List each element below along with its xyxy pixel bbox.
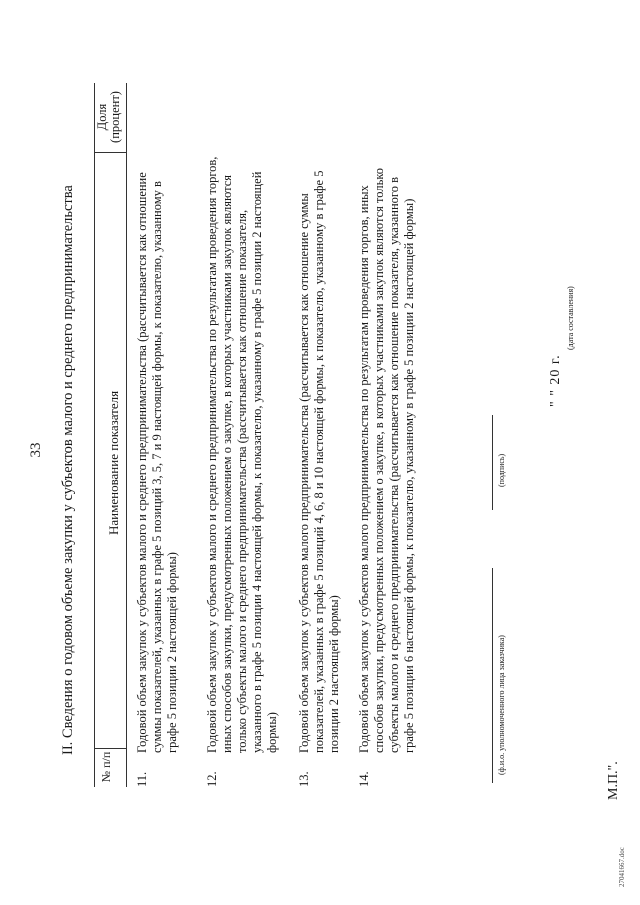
- fio-caption: (ф.и.о. уполномоченного лица заказчика): [497, 635, 506, 775]
- header-number: № п/п: [99, 751, 113, 783]
- section-title: II. Сведения о годовом объеме закупки у субъектов малого и среднего предпринимательства: [60, 185, 76, 755]
- row-text: Годовой объем закупок у субъектов малого и среднего предпринимательства (рассчитывается как отношение суммы показателей, указанных в графе 5 позиций 3, 5, 7 и 9 настоящей формы, к показателю, указанному в графе 5 позиции 2 настоящей формы): [135, 172, 179, 753]
- row-number: 12.: [205, 771, 219, 787]
- page-number: 33: [28, 442, 44, 458]
- table-top-border: [94, 83, 95, 787]
- header-indicator-name: Наименование показателя: [106, 390, 121, 535]
- header-share: Доля (процент): [95, 91, 122, 143]
- signature-caption: (подпись): [497, 453, 506, 487]
- row-number: 11.: [135, 771, 149, 787]
- document-id: 27041667.doc: [618, 847, 626, 887]
- date-caption: (дата составления): [566, 286, 575, 350]
- signature-line: [492, 415, 493, 510]
- row-number: 14.: [357, 771, 371, 787]
- row-text: Годовой объем закупок у субъектов малого и среднего предпринимательства по результатам проведения торгов, иных способов закупки, предусмотренных положением о закупке, в которых участниками закупок являются только субъекты малого и среднего предпринимательства (рассчитывается как отношение показателя, указанного в графе 5 позиции 4 настоящей формы, к показателю, указанному в графе 5 позиции 2 настоящей формы): [205, 156, 279, 753]
- row-text: Годовой объем закупок у субъектов малого предпринимательства по результатам проведения торгов, иных способов закупки, предусмотренных положением о закупке, в которых участниками закупок являются только субъекты малого и среднего предпринимательства (рассчитывается как отношение показателя, указанного в графе 5 позиции 6 настоящей формы, к показателю, указанному в графе 5 позиции 2 настоящей формы): [357, 167, 416, 753]
- stamp-place: М.П.".: [606, 761, 621, 800]
- table-header-border: [126, 83, 127, 787]
- date-field: " " 20 г.: [548, 354, 563, 407]
- row-number: 13.: [297, 771, 311, 787]
- fio-line: [492, 568, 493, 783]
- row-text: Годовой объем закупок у субъектов малого предпринимательства (рассчитывается как отношение суммы показателей, указанных в графе 5 позиций 4, 6, 8 и 10 настоящей формы, к показателю, указанному в графе 5 позиции 2 настоящей формы): [297, 170, 341, 753]
- table-col-divider-2: [94, 152, 126, 153]
